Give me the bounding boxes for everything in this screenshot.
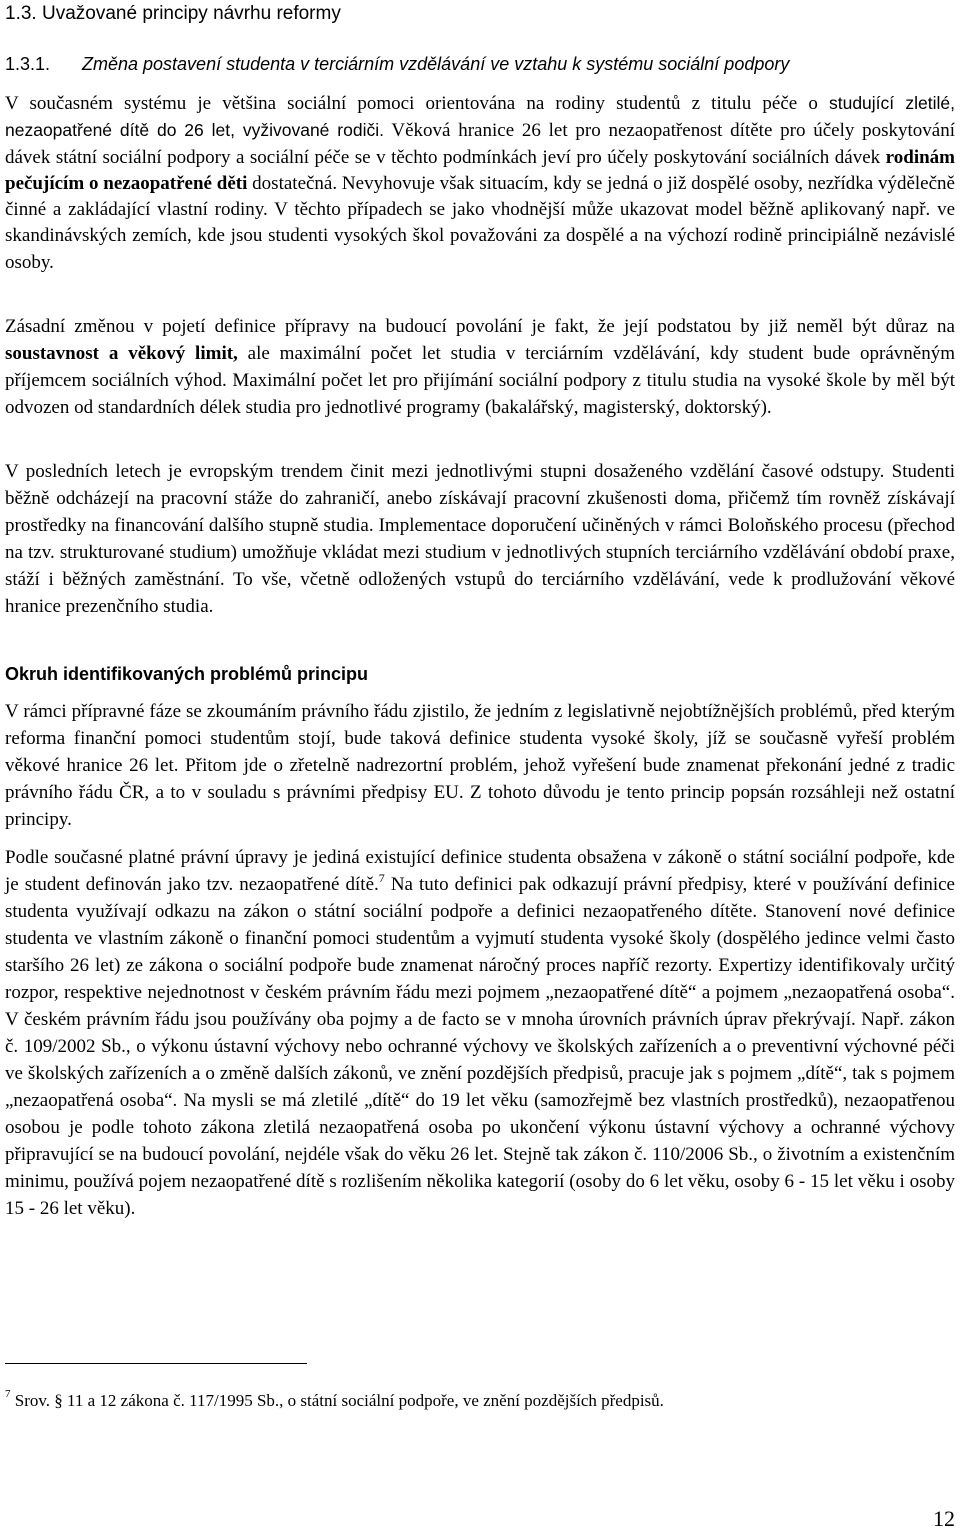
p2-bold: soustavnost a věkový limit, [5,343,238,364]
footnote-text: Srov. § 11 a 12 zákona č. 117/1995 Sb., o státní sociální podpoře, ve znění pozdějších předpisů. [10,1391,664,1410]
paragraph-5 [5,844,955,1222]
p1-text-d: dostatečná. Nevyhovuje však situacím, kdy se jedná o již dospělé osoby, nezřídka výdělečně činné a zakládající vlastní rodiny. V těchto případech se jako vhodnější může ukazovat model běžně aplikovaný např. ve skandinávských zemích, kde jsou studenti vysokých škol považováni za dospělé a na výchozí rodině principiálně nezávislé osoby. [5,172,955,273]
p1-bold: rodinám pečujícím o nezaopatřené děti [5,146,955,194]
section-heading [5,3,341,25]
p1-text-b: studující zletilé, nezaopatřené dítě do 26 let, vyživované rodiči. [5,93,955,141]
p2-text-a: Zásadní změnou v pojetí definice přípravy na budoucí povolání je fakt, že její podstatou by již neměl být důraz na [5,316,955,337]
p1-text-a: V současném systému je většina sociální pomoci orientována na rodiny studentů z titulu péče o [5,93,829,114]
p1-text-c: Věková hranice 26 let pro nezaopatřenost dítěte pro účely poskytování dávek státní sociální podpory a sociální péče se v těchto podmínkách jeví pro účely poskytování sociálních dávek [5,120,955,168]
p2-text-b: ale maximální počet let studia v terciárním vzdělávání, kdy student bude oprávněným příjemcem sociálních výhod. Maximální počet let pro přijímání sociální podpory z titulu studia na vysoké škole by měl být odvozen od standardních délek studia pro jednotlivé programy (bakalářský, magisterský, doktorský). [5,343,955,418]
paragraph-4 [5,698,955,833]
subsection-heading [5,53,789,75]
page-number: 12 [933,1506,955,1531]
p5-text-a: Podle současné platné právní úpravy je jediná existující definice studenta obsažena v zákoně o státní sociální podpoře, kde je student definován jako tzv. nezaopatřené dítě. [5,847,955,895]
paragraph-1 [5,90,955,276]
footnote-mark: 7 [5,1388,11,1400]
footnote [5,1389,664,1413]
p4-text: V rámci přípravné fáze se zkoumáním právního řádu zjistilo, že jedním z legislativně nejobtížnějších problémů, před kterým reforma finanční pomoci studentům stojí, bude taková definice studenta vysoké školy, jíž se současně vyřeší problém věkové hranice 26 let. Přitom jde o zřetelně nadrezortní problém, jehož vyřešení bude znamenat překonání jedné z tradic právního řádu ČR, a to v souladu s právními předpisy EU. Z tohoto důvodu je tento princip popsán rozsáhleji než ostatní principy. [5,701,955,830]
p5-text-b: Na tuto definici pak odkazují právní předpisy, které v používání definice studenta využívají odkazu na zákon o státní sociální podpoře a definici nezaopatřeného dítěte. Stanovení nové definice studenta ve vlastním zákoně o finanční pomoci studentům a vyjmutí studenta vysoké školy (dospělého jedince velmi často staršího 26 let) ze zákona o sociální podpoře bude znamenat náročný proces napříč rezorty. Expertizy identifikovaly určitý rozpor, respektive nejednotnost v českém právním řádu mezi pojmem „nezaopatřené dítě“ a pojmem „nezaopatřená osoba“. V českém právním řádu jsou používány oba pojmy a de facto se v mnoha úrovních právních úprav překrývají. Např. zákon č. 109/2002 Sb., o výkonu ústavní výchovy nebo ochranné výchovy ve školských zařízeních a o preventivní výchovné péči ve školských zařízeních a o změně dalších zákonů, ve znění pozdějších předpisů, pracuje jak s pojmem „dítě“, tak s pojmem „nezaopatřená osoba“. Na mysli se má zletilé „dítě“ do 19 let věku (samozřejmě bez vlastních prostředků), nezaopatřenou osobou je podle tohoto zákona zletilá nezaopatřená osoba po ukončení výkonu ústavní výchovy a ochranné výchovy připravující se na budoucí povolání, nejdéle však do věku 26 let. Stejně tak zákon č. 110/2006 Sb., o životním a existenčním minimu, používá pojem nezaopatřené dítě s rozlišením několika kategorií (osoby do 6 let věku, osoby 6 - 15 let věku i osoby 15 - 26 let věku). [5,874,955,1219]
problems-heading: Okruh identifikovaných problémů principu [5,664,369,684]
p3-text: V posledních letech je evropským trendem činit mezi jednotlivými stupni dosaženého vzdělání časové odstupy. Studenti běžně odcházejí na pracovní stáže do zahraničí, anebo získávají pracovní zkušenosti doma, přičemž tím rovněž získávají prostředky na financování dalšího stupně studia. Implementace doporučení učiněných v rámci Boloňského procesu (přechod na tzv. strukturované studium) umožňuje vkládat mezi studium v jednotlivých stupních terciárního vzdělávání období praxe, stáží i běžných zaměstnání. To vše, včetně odložených vstupů do terciárního vzdělávání, vede k prodlužování věkové hranice prezenčního studia. [5,461,955,617]
footnote-divider [5,1363,307,1364]
section-number: 1.3. [5,3,37,24]
paragraph-3 [5,458,955,620]
paragraph-2 [5,313,955,421]
footnote-ref[interactable]: 7 [378,871,385,885]
subsection-number: 1.3.1. [5,54,51,74]
subsection-title: Změna postavení studenta v terciárním vzdělávání ve vztahu k systému sociální podpory [82,54,790,74]
section-title: Uvažované principy návrhu reformy [41,3,341,24]
